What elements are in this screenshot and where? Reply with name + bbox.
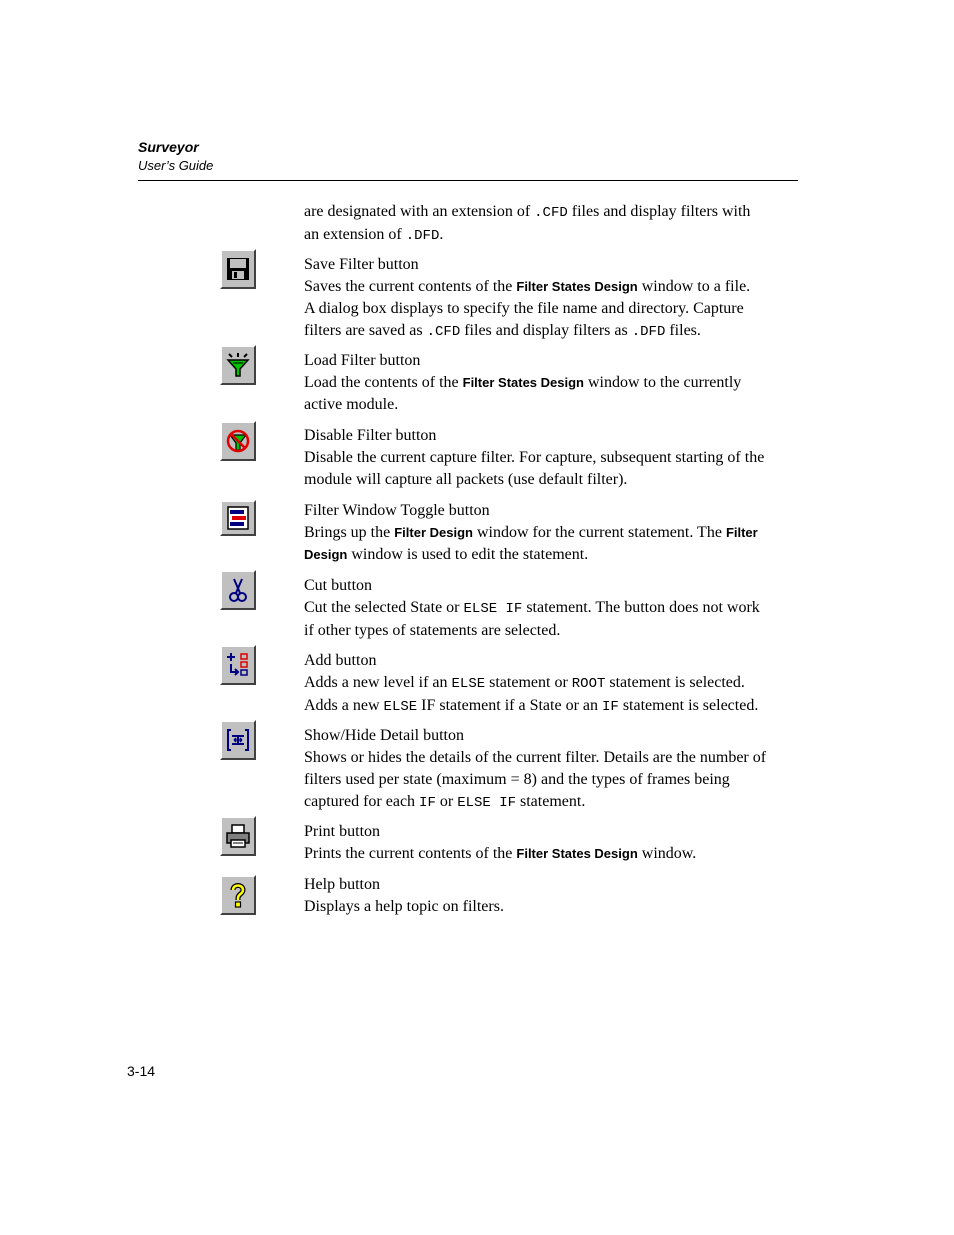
add-description: Add button Adds a new level if an ELSE statement or ROOT statement is selected. Adds a new ELSE IF statement if a State or an IF statement is selected. [304, 650, 798, 718]
load-filter-button [220, 345, 256, 385]
save-filter-title: Save Filter button [304, 256, 419, 273]
add-title: Add button [304, 652, 377, 669]
running-header-subtitle: User’s Guide [138, 158, 214, 173]
load-filter-description: Load Filter button Load the contents of the Filter States Design window to the currently active module. [304, 350, 798, 416]
cut-title: Cut button [304, 577, 373, 594]
help-question-icon [225, 881, 251, 909]
header-rule [138, 180, 798, 181]
save-disk-icon [225, 255, 251, 283]
load-filter-title: Load Filter button [304, 352, 421, 369]
load-filter-funnel-icon [225, 351, 251, 379]
print-description: Print button Prints the current contents of the Filter States Design window. [304, 821, 798, 865]
print-title: Print button [304, 823, 381, 840]
add-level-icon [225, 651, 251, 679]
cut-button [220, 570, 256, 610]
filter-window-toggle-title: Filter Window Toggle button [304, 502, 490, 519]
disable-filter-icon [225, 427, 251, 455]
save-filter-description: Save Filter button Saves the current contents of the Filter States Design window to a file. A dialog box displays to specify the file name and directory. Capture filters are saved as .CFD files and display filters as .DFD files. [304, 254, 798, 343]
disable-filter-description: Disable Filter button Disable the current capture filter. For capture, subsequent starting of the module will capture all packets (use default filter). [304, 425, 798, 491]
help-button [220, 875, 256, 915]
filter-window-toggle-button [220, 500, 256, 536]
help-description: Help button Displays a help topic on filters. [304, 874, 798, 918]
intro-paragraph: are designated with an extension of .CFD files and display filters with an extension of .DFD. [304, 203, 751, 244]
show-hide-detail-button [220, 720, 256, 760]
disable-filter-button [220, 421, 256, 461]
add-button [220, 645, 256, 685]
show-hide-detail-icon [225, 726, 251, 754]
help-title: Help button [304, 876, 380, 893]
page-number: 3-14 [127, 1063, 156, 1079]
print-button [220, 816, 256, 856]
printer-icon [225, 822, 251, 850]
cut-description: Cut button Cut the selected State or ELSE IF statement. The button does not work if other types of statements are selected. [304, 575, 798, 642]
disable-filter-title: Disable Filter button [304, 427, 437, 444]
running-header-title: Surveyor [138, 139, 199, 155]
filter-window-toggle-description: Filter Window Toggle button Brings up the Filter Design window for the current statement. The Filter Design window is used to edit the statement. [304, 500, 798, 566]
show-hide-detail-title: Show/Hide Detail button [304, 727, 464, 744]
scissors-icon [225, 576, 251, 604]
show-hide-detail-description: Show/Hide Detail button Shows or hides the details of the current filter. Details are the number of filters used per state (maximum = 8) and the types of frames being captured for each IF or ELSE IF statement. [304, 725, 798, 814]
save-filter-button [220, 249, 256, 289]
filter-window-toggle-icon [225, 504, 251, 532]
